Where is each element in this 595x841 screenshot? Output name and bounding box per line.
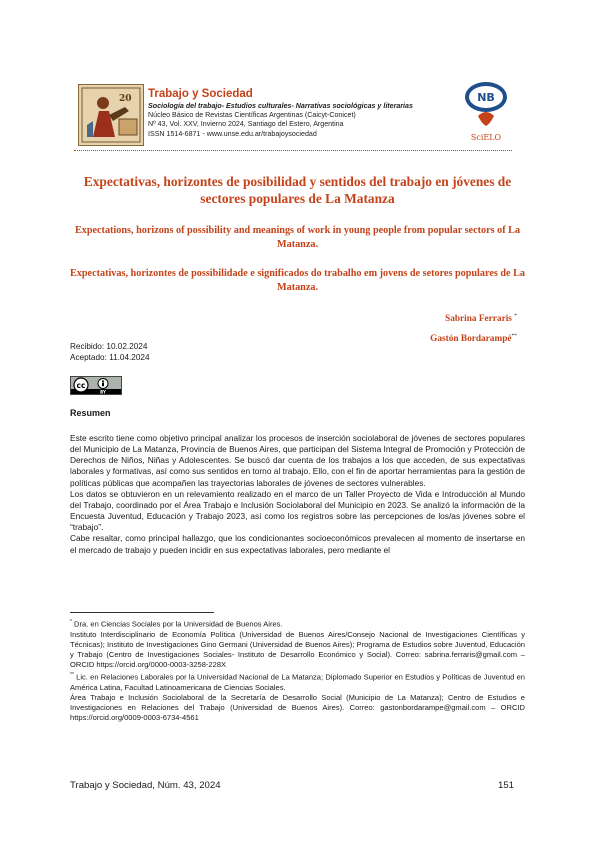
cc-icon: cc [76,380,86,390]
footnotes [70,617,525,723]
article-title-es: Expectativas, horizontes de posibilidad y sentidos del trabajo en jóvenes de sectores populares de La Matanza [83,174,512,206]
author-name: Sabrina Ferraris [445,314,512,325]
abstract-paragraph: Este escrito tiene como objetivo principal analizar los procesos de inserción sociolaboral de jóvenes de sectores populares del Municipio de La Matanza, Provincia de Buenos Aires, que participan del Sistema Integral de Promoción y Protección de Derechos de Niños, Niñas y Adolescentes. Se buscó dar cuenta de los trabajos a los que acceden, de sus expectativas laborales y formativas, así como sus sentidos en torno al trabajo. Ello, con el fin de aportar herramientas para la gestión de políticas públicas que acompañen las trayectorias laborales de jóvenes de sectores vulnerables. [70,433,525,488]
footnote-mark: ** [70,671,74,678]
footnote-2 [70,670,525,693]
journal-illustration-logo [78,84,144,146]
author-footnote-mark: ** [511,333,517,339]
footnote-text: Dra. en Ciencias Sociales por la Universidad de Buenos Aires. [71,619,283,629]
journal-header [148,88,458,139]
nb-logo-text: NB [477,91,495,104]
author-footnote-mark: * [514,313,517,319]
author-1 [445,310,517,325]
journal-issn-line: ISSN 1514-6871 - www.unse.edu.ar/trabajoysociedad [148,129,317,138]
footnote-1-affiliation: Instituto Interdisciplinario de Economía Política (Universidad de Buenos Aires/Consejo Nacional de Investigaciones Científicas y Técnicas); Instituto de Investigaciones Gino Germani (Universidad de Buenos Aires); Programa de Estudios sobre Juventud, Educación y Trabajo (Centro de Investigaciones Sociales- Instituto de Desarrollo Económico y Social). Correo: sabrina.ferraris@gmail.com – ORCID https://orcid.org/0000-0003-3258-228X [70,629,525,669]
accepted-date: Aceptado: 11.04.2024 [70,353,150,362]
received-date: Recibido: 10.02.2024 [70,342,148,351]
footnote-2-affiliation: Área Trabajo e Inclusión Sociolaboral de la Secretaría de Desarrollo Social (Municipio de La Matanza); Centro de Estudios e Investigaciones en Relaciones del Trabajo (Universidad de Buenos Aires). Correo: gastonbordarampe@gmail.com – ORCID https://orcid.org/0009-0003-6734-4561 [70,692,525,722]
article-title-pt: Expectativas, horizontes de possibilidade e significados do trabalho em jovens de setores populares de La Matanza. [70,268,525,293]
header-divider [74,150,512,151]
footnote-divider [70,612,214,613]
svg-text:20: 20 [119,94,132,104]
footer-citation: Trabajo y Sociedad, Núm. 43, 2024 [70,780,221,791]
author-name: Gastón Bordarampé [430,334,512,345]
abstract-paragraph: Cabe resaltar, como principal hallazgo, que los condicionantes socioeconómicos prevalecen al momento de insertarse en el mercado de trabajo y pueden incidir en sus expectativas laborales, pero mediante el [70,533,525,555]
footnote-text: Lic. en Relaciones Laborales por la Universidad Nacional de La Matanza; Diplomado Superior en Estudios y Políticas de Juventud en América Latina, Facultad Latinoamericana de Ciencias Sociales. [70,672,525,692]
footnote-mark: * [70,619,72,625]
by-icon: BY [100,389,106,394]
journal-title: Trabajo y Sociedad [148,88,253,100]
page-number: 151 [498,780,515,791]
journal-index-line: Núcleo Básico de Revistas Científicas Argentinas (Caicyt-Conicet) [148,111,356,120]
cc-license-badge[interactable] [70,376,122,395]
indexing-logos [462,80,512,144]
journal-issue-line: Nº 43, Vol. XXV, Invierno 2024, Santiago del Estero, Argentina [148,120,344,129]
scielo-logo-text: SciELO [470,133,502,142]
author-2 [430,330,517,345]
article-title-en: Expectations, horizons of possibility and meanings of work in young people from popular sectors of La Matanza. [74,225,521,250]
journal-subtitle: Sociología del trabajo- Estudios culturales- Narrativas sociológicas y literarias [148,102,413,110]
footnote-1 [70,617,525,630]
abstract-paragraph: Los datos se obtuvieron en un relevamiento realizado en el marco de un Taller Proyecto de Vida e Introducción al Mundo del Trabajo, coordinado por el Área Trabajo e Inclusión Sociolaboral del Municipio en 2023. Se analizó la información de la Encuesta Juventud, Educación y Trabajo 2023, así como los registros sobre las percepciones de los/as jóvenes sobre el “trabajo”. [70,488,525,533]
abstract-body [70,433,525,556]
submission-dates [70,341,150,363]
abstract-heading: Resumen [70,408,111,418]
